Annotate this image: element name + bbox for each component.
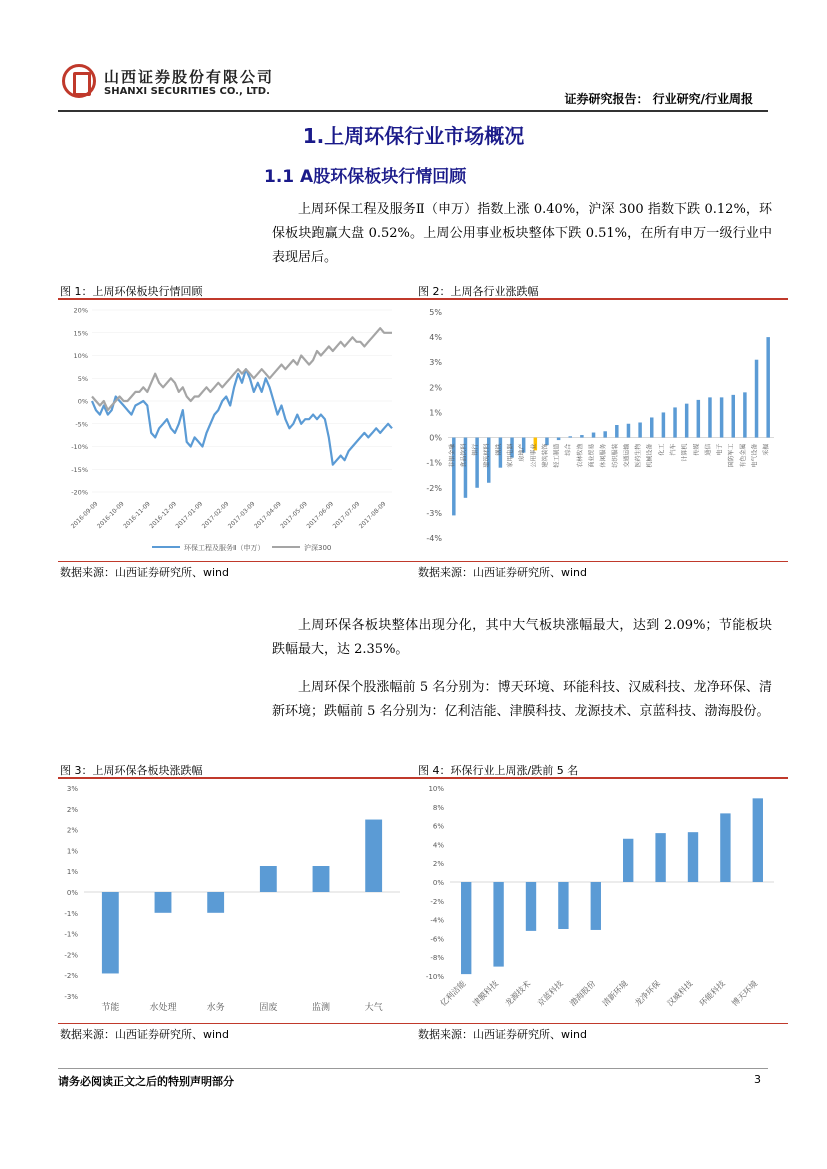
figure1-title: 图 1：上周环保板块行情回顾 — [60, 285, 203, 298]
y-tick-label: 2% — [66, 826, 78, 835]
y-tick-label: -10% — [425, 973, 444, 981]
category-label: 京蓝科技 — [535, 979, 565, 1009]
x-tick-label: 2017-05-09 — [279, 500, 309, 531]
x-tick-label: 2016-11-09 — [122, 500, 152, 531]
category-label: 传媒 — [693, 443, 701, 456]
bar — [673, 407, 676, 437]
bar — [650, 417, 653, 437]
category-label: 公用事业 — [530, 443, 538, 468]
y-tick-label: -1% — [64, 930, 78, 939]
y-tick-label: -6% — [430, 935, 444, 944]
category-label: 建筑材料 — [483, 443, 491, 468]
bar — [732, 395, 735, 438]
y-tick-label: 4% — [429, 333, 442, 343]
y-tick-label: 5% — [429, 308, 442, 317]
bar — [638, 422, 641, 437]
bar — [558, 882, 568, 929]
category-label: 机械设备 — [646, 443, 654, 468]
category-label: 电气设备 — [751, 443, 759, 468]
y-tick-label: 1% — [66, 868, 78, 877]
y-tick-label: -15% — [71, 465, 88, 474]
category-label: 交通运输 — [623, 443, 631, 468]
y-tick-label: 8% — [432, 803, 444, 812]
category-label: 大气 — [364, 1003, 383, 1013]
legend-label-hs300: 沪深300 — [304, 544, 332, 552]
bar — [662, 412, 665, 437]
bar — [580, 435, 583, 438]
y-tick-label: -3% — [64, 993, 78, 1001]
y-tick-label: 0% — [66, 889, 78, 897]
bar — [365, 820, 382, 892]
series-line-env — [92, 369, 392, 465]
y-tick-label: 0% — [77, 397, 88, 406]
category-label: 纺织服装 — [611, 443, 619, 468]
y-tick-label: -2% — [426, 483, 442, 493]
y-tick-label: -20% — [71, 488, 88, 497]
category-label: 水务 — [206, 1003, 225, 1013]
bar — [688, 832, 698, 882]
category-label: 清新环境 — [600, 979, 630, 1009]
figure-bottom-rule — [58, 561, 788, 562]
y-tick-label: 10% — [73, 352, 88, 360]
subsection-heading: 1.1 A股环保板块行情回顾 — [264, 167, 467, 187]
bar — [615, 425, 618, 438]
bar — [591, 882, 601, 930]
category-label: 建筑装饰 — [541, 443, 549, 468]
y-tick-label: -4% — [430, 916, 444, 925]
bar — [526, 882, 536, 931]
x-tick-label: 2017-07-09 — [331, 500, 362, 531]
y-tick-label: 15% — [73, 329, 88, 338]
footer-disclaimer: 请务必阅读正文之后的特别声明部分 — [58, 1075, 234, 1088]
company-name-en: SHANXI SECURITIES CO., LTD. — [104, 86, 270, 97]
x-tick-label: 2016-10-09 — [95, 500, 126, 531]
category-label: 商业贸易 — [588, 443, 596, 468]
line-chart-sector-review — [60, 302, 405, 560]
y-tick-label: 6% — [432, 822, 444, 831]
bar-chart-industries — [418, 302, 780, 560]
bar — [708, 397, 711, 437]
y-tick-label: -2% — [64, 972, 78, 981]
bar — [155, 892, 172, 913]
bar — [720, 813, 730, 882]
category-label: 环能科技 — [697, 979, 727, 1009]
bar — [697, 400, 700, 438]
y-tick-label: -3% — [426, 508, 442, 518]
x-tick-label: 2017-03-09 — [226, 500, 257, 531]
figure-top-rule — [58, 298, 788, 300]
bar — [753, 798, 763, 882]
category-label: 休闲服务 — [600, 443, 608, 468]
y-tick-label: -1% — [64, 909, 78, 918]
y-tick-label: 4% — [432, 841, 444, 850]
bar — [623, 839, 633, 882]
bar — [207, 892, 224, 913]
category-label: 汉威科技 — [665, 979, 695, 1009]
category-label: 亿利洁能 — [438, 979, 468, 1009]
bar — [569, 436, 572, 437]
bar — [102, 892, 119, 973]
bar — [655, 833, 665, 882]
paragraph-subsector: 上周环保各板块整体出现分化，其中大气板块涨幅最大，达到 2.09%；节能板块跌幅最大，达 2.35%。 — [272, 618, 772, 657]
bar — [461, 882, 471, 974]
paragraph-market-review: 上周环保工程及服务Ⅱ（申万）指数上涨 0.40%，沪深 300 指数下跌 0.12%，环保板块跑赢大盘 0.52%。上周公用事业板块整体下跌 0.51%，在所有申万一级行业中表现居后。 — [272, 202, 772, 265]
bar — [592, 433, 595, 438]
category-label: 综合 — [565, 443, 573, 456]
bar — [313, 866, 330, 892]
figure4-title: 图 4：环保行业上周涨/跌前 5 名 — [418, 764, 579, 777]
y-tick-label: 2% — [429, 383, 442, 393]
category-label: 食品饮料 — [460, 443, 468, 468]
y-tick-label: 0% — [432, 879, 444, 887]
page-number: 3 — [754, 1073, 761, 1086]
x-tick-label: 2016-12-09 — [148, 500, 178, 531]
category-label: 轻工制造 — [553, 443, 561, 468]
footer-divider — [58, 1068, 768, 1069]
bar — [493, 882, 503, 967]
category-label: 化工 — [658, 443, 666, 456]
y-tick-label: 5% — [77, 374, 88, 383]
figure-top-rule-2 — [58, 777, 788, 779]
category-label: 有色金属 — [739, 443, 747, 468]
bar — [755, 360, 758, 438]
category-label: 通信 — [704, 443, 712, 456]
section-heading: 1.上周环保行业市场概况 — [302, 124, 525, 148]
category-label: 博天环境 — [730, 979, 760, 1009]
y-tick-label: -10% — [71, 443, 88, 451]
category-label: 龙源技术 — [503, 979, 533, 1009]
category-label: 计算机 — [681, 443, 689, 462]
category-label: 渤海股份 — [568, 979, 598, 1009]
bar — [627, 424, 630, 438]
company-logo-icon — [62, 64, 96, 98]
category-label: 监测 — [311, 1003, 331, 1013]
figure1-source: 数据来源：山西证券研究所、wind — [60, 566, 230, 579]
y-tick-label: 10% — [428, 785, 444, 793]
y-tick-label: 2% — [66, 805, 78, 814]
x-tick-label: 2017-08-09 — [357, 500, 388, 531]
category-label: 水处理 — [149, 1003, 177, 1013]
y-tick-label: 1% — [429, 408, 442, 418]
y-tick-label: -4% — [426, 534, 442, 543]
bar — [603, 431, 606, 437]
series-line-hs300 — [92, 328, 392, 410]
x-tick-label: 2017-06-09 — [305, 500, 336, 531]
x-tick-label: 2017-02-09 — [200, 500, 231, 531]
category-label: 农林牧渔 — [576, 443, 584, 468]
y-tick-label: -8% — [430, 954, 444, 963]
bar — [720, 397, 723, 437]
category-label: 固废 — [259, 1003, 278, 1013]
category-label: 非银金融 — [448, 443, 456, 468]
figure4-source: 数据来源：山西证券研究所、wind — [418, 1028, 588, 1041]
y-tick-label: -1% — [426, 458, 442, 468]
bar — [685, 404, 688, 438]
bar-chart-top-stocks — [418, 780, 780, 1025]
legend-label-env: 环保工程及服务Ⅱ（申万） — [184, 544, 265, 552]
category-label: 汽车 — [670, 443, 678, 456]
y-tick-label: -2% — [64, 951, 78, 960]
category-label: 房地产 — [518, 443, 526, 462]
category-label: 龙净环保 — [633, 979, 663, 1009]
y-tick-label: 1% — [66, 847, 78, 856]
y-tick-label: 3% — [429, 358, 442, 368]
category-label: 津膜科技 — [471, 979, 501, 1009]
y-tick-label: 20% — [73, 306, 88, 315]
y-tick-label: 2% — [432, 860, 444, 869]
category-label: 医药生物 — [635, 443, 643, 468]
figure2-source: 数据来源：山西证券研究所、wind — [418, 566, 588, 579]
company-name-cn: 山西证券股份有限公司 — [104, 68, 275, 86]
category-label: 银行 — [472, 443, 480, 456]
category-label: 国防军工 — [728, 443, 736, 468]
bar — [557, 438, 560, 441]
paragraph-stocks: 上周环保个股涨幅前 5 名分别为：博天环境、环能科技、汉威科技、龙净环保、清新环境；跌幅前 5 名分别为：亿利洁能、津膜科技、龙源技术、京蓝科技、渤海股份。 — [272, 680, 772, 719]
x-tick-label: 2017-01-09 — [174, 500, 205, 531]
category-label: 家用电器 — [507, 443, 515, 468]
figure-bottom-rule-2 — [58, 1023, 788, 1024]
y-tick-label: -2% — [430, 897, 444, 906]
bar — [260, 866, 277, 892]
y-tick-label: 3% — [66, 785, 78, 793]
x-tick-label: 2016-09-09 — [69, 500, 100, 531]
figure3-title: 图 3：上周环保各板块涨跌幅 — [60, 764, 203, 777]
bar-chart-subsectors — [60, 780, 405, 1025]
bar — [766, 337, 769, 437]
header-divider — [58, 110, 768, 112]
category-label: 节能 — [101, 1003, 120, 1013]
figure3-source: 数据来源：山西证券研究所、wind — [60, 1028, 230, 1041]
x-tick-label: 2017-04-09 — [253, 500, 283, 531]
y-tick-label: -5% — [75, 420, 88, 429]
bar — [743, 392, 746, 437]
category-label: 钢铁 — [495, 443, 503, 456]
category-label: 采掘 — [763, 443, 771, 456]
category-label: 电子 — [716, 443, 724, 456]
y-tick-label: 0% — [429, 433, 442, 443]
report-type: 证券研究报告： 行业研究/行业周报 — [564, 92, 753, 106]
figure2-title: 图 2：上周各行业涨跌幅 — [418, 285, 539, 298]
